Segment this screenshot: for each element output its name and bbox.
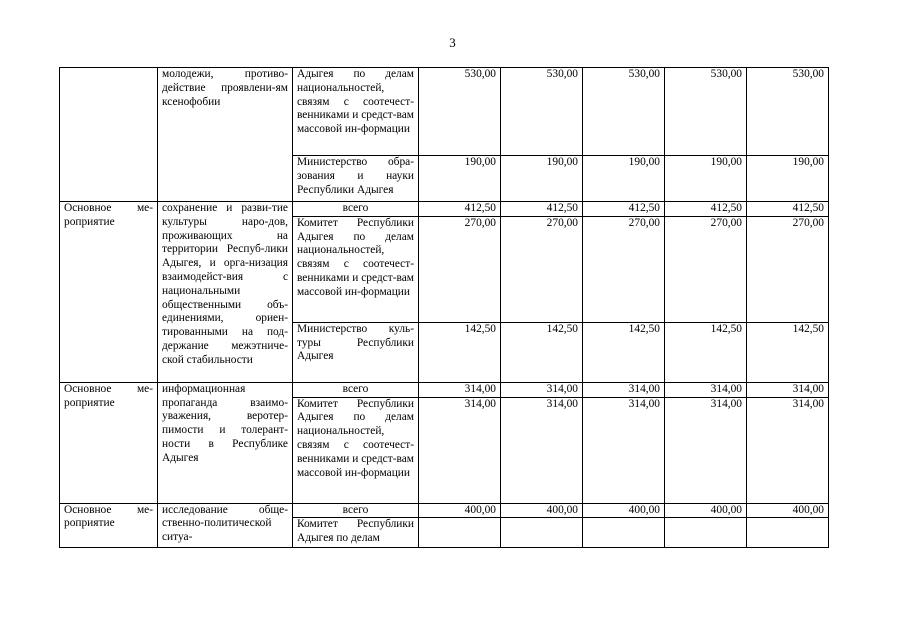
table-row (60, 202, 829, 217)
value-cell (501, 518, 583, 548)
value-cell: 400,00 (583, 503, 665, 518)
activity-type-cell (60, 68, 158, 202)
value-cell: 314,00 (419, 397, 501, 503)
executor-cell: Министерство куль-туры Республики Адыгея (293, 322, 419, 382)
activity-type-cell: Основное ме-роприятие (60, 382, 158, 503)
value-cell: 314,00 (747, 397, 829, 503)
executor-cell: Комитет Республики Адыгея по делам национальностей, связям с соотечест-венниками и средст-вам массовой ин-формации (293, 216, 419, 322)
value-cell: 314,00 (583, 397, 665, 503)
value-cell: 400,00 (665, 503, 747, 518)
value-cell: 412,50 (419, 202, 501, 217)
value-cell: 190,00 (665, 156, 747, 202)
value-cell: 314,00 (501, 382, 583, 397)
value-cell: 400,00 (747, 503, 829, 518)
value-cell: 270,00 (501, 216, 583, 322)
value-cell: 530,00 (419, 68, 501, 156)
value-cell: 530,00 (747, 68, 829, 156)
value-cell: 142,50 (747, 322, 829, 382)
value-cell: 270,00 (747, 216, 829, 322)
value-cell: 142,50 (419, 322, 501, 382)
value-cell: 530,00 (501, 68, 583, 156)
value-cell: 530,00 (583, 68, 665, 156)
value-cell: 270,00 (419, 216, 501, 322)
value-cell: 314,00 (665, 382, 747, 397)
value-cell: 190,00 (501, 156, 583, 202)
value-cell: 314,00 (747, 382, 829, 397)
value-cell: 314,00 (583, 382, 665, 397)
executor-cell: Министерство обра-зования и науки Республики Адыгея (293, 156, 419, 202)
executor-cell: Комитет Республики Адыгея по делам национальностей, связям с соотечест-венниками и средст-вам массовой ин-формации (293, 397, 419, 503)
value-cell: 142,50 (665, 322, 747, 382)
value-cell: 400,00 (501, 503, 583, 518)
value-cell: 412,50 (583, 202, 665, 217)
page-number: 3 (449, 35, 456, 50)
value-cell: 530,00 (665, 68, 747, 156)
value-cell: 412,50 (747, 202, 829, 217)
total-label-cell: всего (293, 382, 419, 397)
value-cell: 142,50 (501, 322, 583, 382)
activity-name-cell: исследование обще-ственно-политической ситуа- (158, 503, 293, 548)
total-label-cell: всего (293, 202, 419, 217)
activity-name-cell: информационная пропаганда взаимо-уважения, веротер-пимости и толерант-ности в Республике Адыгея (158, 382, 293, 503)
value-cell: 314,00 (501, 397, 583, 503)
value-cell: 190,00 (583, 156, 665, 202)
value-cell: 270,00 (583, 216, 665, 322)
value-cell: 400,00 (419, 503, 501, 518)
budget-table (59, 67, 829, 548)
executor-cell: Комитет Республики Адыгея по делам (293, 518, 419, 548)
activity-name-cell: молодежи, противо-действие проявлени-ям ксенофобии (158, 68, 293, 202)
executor-cell: Адыгея по делам национальностей, связям с соотечест-венниками и средст-вам массовой ин-формации (293, 68, 419, 156)
value-cell (665, 518, 747, 548)
table-row (60, 503, 829, 518)
value-cell (583, 518, 665, 548)
value-cell: 142,50 (583, 322, 665, 382)
activity-type-cell: Основное ме-роприятие (60, 503, 158, 548)
value-cell: 314,00 (665, 397, 747, 503)
value-cell: 412,50 (501, 202, 583, 217)
value-cell: 412,50 (665, 202, 747, 217)
value-cell: 190,00 (747, 156, 829, 202)
activity-name-cell: сохранение и разви-тие культуры наро-дов, проживающих на территории Респуб-лики Адыгея, и орга-низация взаимодейст-вия с национальными общественными объ-единениями, ориен-тированными на под-держание межэтниче-ской стабильности (158, 202, 293, 383)
activity-type-cell: Основное ме-роприятие (60, 202, 158, 383)
table-row (60, 382, 829, 397)
table-row (60, 68, 829, 156)
total-label-cell: всего (293, 503, 419, 518)
value-cell: 190,00 (419, 156, 501, 202)
value-cell (419, 518, 501, 548)
value-cell: 270,00 (665, 216, 747, 322)
value-cell (747, 518, 829, 548)
value-cell: 314,00 (419, 382, 501, 397)
